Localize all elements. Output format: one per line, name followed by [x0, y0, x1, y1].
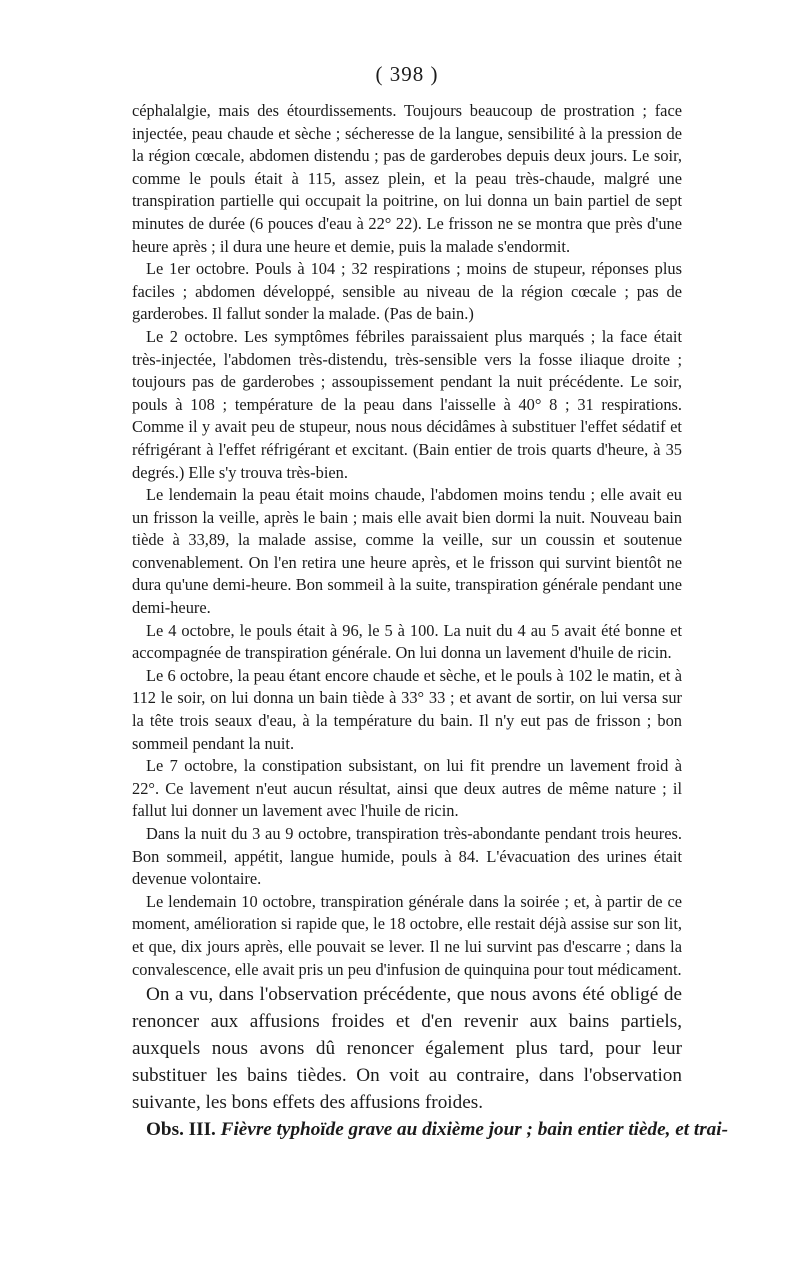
body-text — [132, 100, 682, 981]
paragraph-7-october: Le 7 octobre, la constipation subsistant, on lui fit prendre un lavement froid à 22°. Ce lavement n'eut aucun résultat, ainsi que deux autres de même nature ; il fallut lui donner un lavement avec l'huile de ricin. — [132, 756, 682, 821]
page-number: ( 398 ) — [375, 62, 439, 86]
paragraph-6-october: Le 6 octobre, la peau étant encore chaude et sèche, et le pouls à 102 le matin, et à 112 le soir, on lui donna un bain tiède à 33° 33 ; et avant de sortir, on lui versa sur la tête trois seaux d'eau, à la température du bain. Il n'y eut pas de frisson ; bon sommeil pendant la nuit. — [132, 665, 682, 753]
observation-label: Obs. III. — [146, 1119, 216, 1141]
paragraph-2-october: Le 2 octobre. Les symptômes fébriles paraissaient plus marqués ; la face était très-injectée, l'abdomen très-distendu, très-sensible vers la fosse iliaque droite ; toujours pas de garderobes ; assoupissement pendant la nuit précédente. Le soir, pouls à 108 ; température de la peau dans l'aisselle à 40° 8 ; 31 respirations. Comme il y avait peu de stupeur, nous nous décidâmes à substituer l'effet sédatif et réfrigérant à l'effet réfrigérant et excitant. (Bain entier de trois quarts d'heure, à 35 degrés.) Elle s'y trouva très-bien. — [132, 326, 682, 482]
paragraph-4-october: Le 4 octobre, le pouls était à 96, le 5 à 100. La nuit du 4 au 5 avait été bonne et accompagnée de transpiration générale. On lui donna un lavement d'huile de ricin. — [132, 620, 682, 663]
paragraph-next-day: Le lendemain la peau était moins chaude, l'abdomen moins tendu ; elle avait eu un frisson la veille, après le bain ; mais elle avait bien dormi la nuit. Nouveau bain tiède à 33,89, la malade assise, comme la veille, sur un coussin et soutenue convenablement. On l'en retira une heure après, et le frisson qui survint bientôt ne dura qu'une demi-heure. Bon sommeil à la suite, transpiration générale pendant une demi-heure. — [132, 485, 682, 618]
paragraph-10-october: Le lendemain 10 octobre, transpiration générale dans la soirée ; et, à partir de ce moment, amélioration si rapide que, le 18 octobre, elle restait déjà assise sur son lit, et que, dix jours après, elle pouvait se lever. Il ne lui survint pas d'escarre ; dans la convalescence, elle avait pris un peu d'infusion de quinquina pour tout médicament. — [132, 891, 682, 979]
paragraph-night-3-9: Dans la nuit du 3 au 9 octobre, transpiration très-abondante pendant trois heures. Bon sommeil, appétit, langue humide, pouls à 84. L'évacuation des urines était devenue volontaire. — [132, 824, 682, 889]
paragraph-continuation: céphalalgie, mais des étourdissements. Toujours beaucoup de prostration ; face injectée, peau chaude et sèche ; sécheresse de la langue, sensibilité à la pression de la région cœcale, abdomen distendu ; pas de garderobes depuis deux jours. Le soir, comme le pouls était à 115, assez plein, et la peau très-chaude, malgré une transpiration partielle qui occupait la poitrine, on lui donna un bain partiel de sept minutes de durée (6 pouces d'eau à 22° 22). Le frisson ne se montra que près d'une heure après ; il dura une heure et demie, puis la malade s'endormit. — [132, 101, 682, 256]
commentary-section — [132, 981, 728, 1143]
paragraph-1-october: Le 1er octobre. Pouls à 104 ; 32 respirations ; moins de stupeur, réponses plus faciles ; abdomen développé, sensible au niveau de la région cœcale ; pas de garderobes. Il fallut sonder la malade. (Pas de bain.) — [132, 259, 682, 324]
commentary-paragraph: On a vu, dans l'observation précédente, que nous avons été obligé de renoncer aux affusions froides et d'en revenir aux bains partiels, auxquels nous avons dû renoncer également plus tard, pour leur substituer les bains tièdes. On voit au contraire, dans l'observation suivante, les bons effets des affusions froides. — [132, 984, 682, 1114]
observation-title: Fièvre typhoïde grave au dixième jour ; bain entier tiède, et trai- — [220, 1119, 728, 1141]
observation-heading — [132, 1116, 728, 1143]
